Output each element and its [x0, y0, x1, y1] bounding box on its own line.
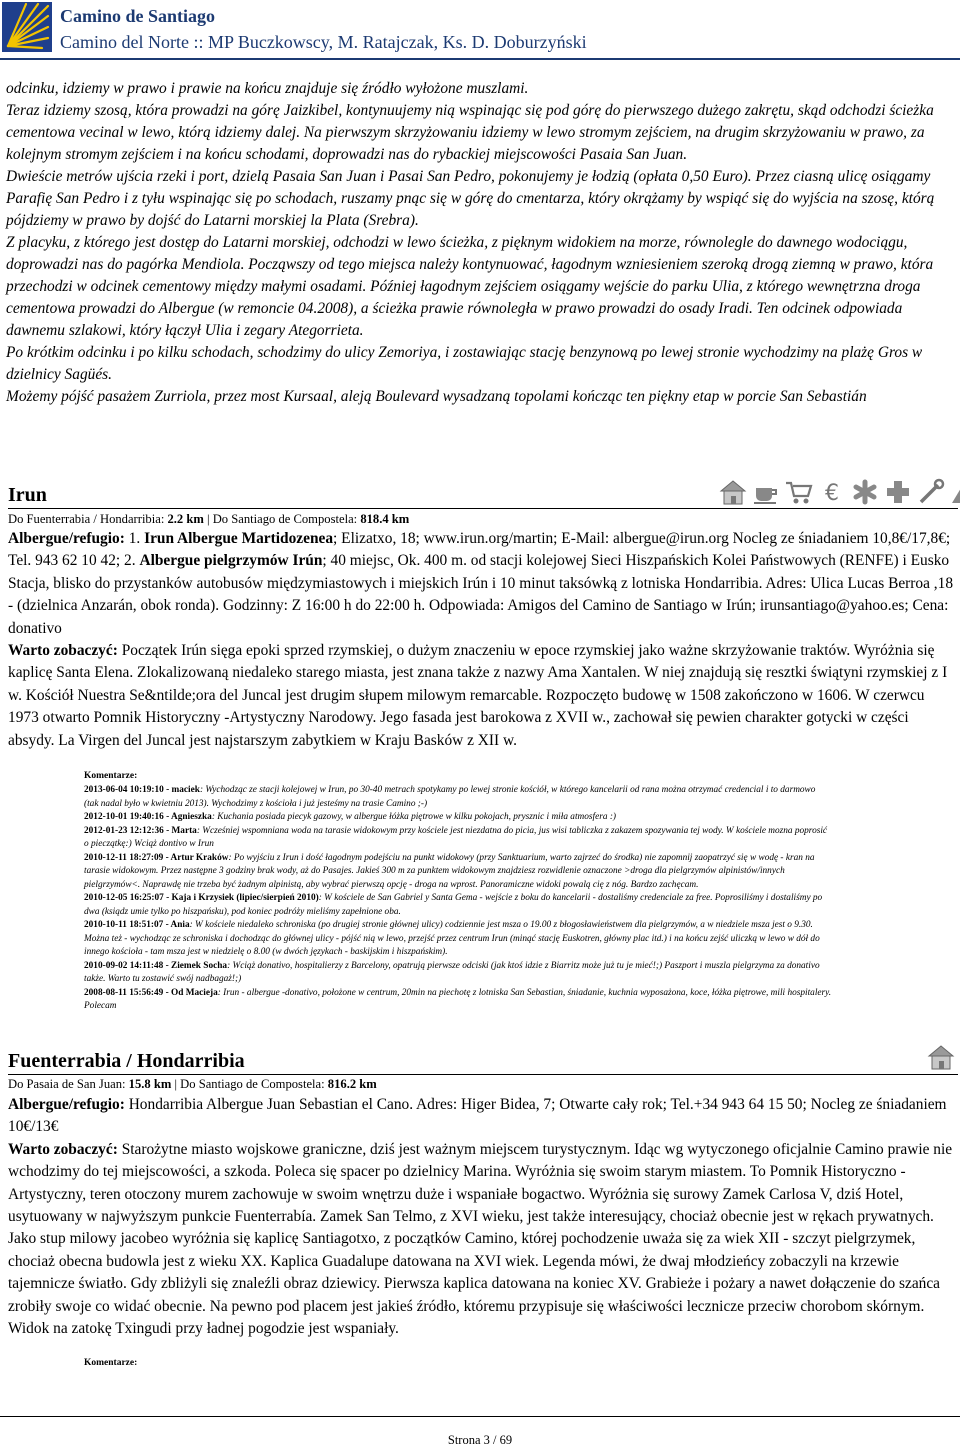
sights-paragraph: [8, 640, 956, 752]
services-icons-irun: [718, 478, 960, 506]
distance-value: 816.2 km: [327, 1077, 377, 1091]
cup-icon: [751, 478, 781, 506]
comment-meta: 2010-10-11 18:51:07 - Ania: [84, 920, 190, 930]
text: 1.: [124, 530, 145, 547]
svg-text:€: €: [825, 481, 839, 506]
distance-value: 818.4 km: [360, 512, 410, 526]
services-icons-hondarribia: [926, 1043, 956, 1071]
paragraph: Po krótkim odcinku i po kilku schodach, schodzimy do ulicy Zemoriya, i zostawiając stację benzynową po lewej stronie wychodzimy na plażę Gros w dzielnicy Sagüés.: [6, 344, 923, 383]
comment-text: : Kuchania posiada piecyk gazowy, w albergue łóżka piętrowe w kilku pokojach, prysznic i miła atmosfera :): [211, 812, 617, 822]
text: Hondarribia Albergue Juan Sebastian el Cano. Adres: Higer Bidea, 7; Otwarte cały rok; Tel.+34 943 64 15 50; Nocleg ze śniadaniem 10€/13€: [8, 1096, 947, 1136]
footer-divider: [0, 1416, 960, 1417]
comment-meta: 2010-09-02 14:11:48 - Ziemek Socha: [84, 960, 228, 971]
section-divider: [8, 508, 958, 509]
comment-meta: 2010-12-05 16:25:07 - Kaja i Krzysiek (lipiec/sierpień 2010): [84, 893, 319, 903]
camp-icon: [949, 478, 960, 506]
paragraph: Teraz idziemy szosą, która prowadzi na górę Jaizkibel, kontynuujemy nią wspinając się pod górę do pierwszego dużego zakrętu, skąd odchodzi ścieżka cementowa vecinal w lewo, którą idziemy dalej. Na pierwszym skrzyżowaniu idziemy w lewo stromym zejściem, na drugim skrzyżowaniu w prawo, za kolejnym stromym zejściem i na końcu schodami, doprowadzi nas do rybackiej miejscowości Pasaia San Juan.: [6, 102, 934, 163]
cart-icon: [784, 478, 814, 506]
header-divider: [0, 58, 960, 60]
comment-text: : Wciąż donativo, hospitalierzy z Barcelony, opatrują pierwsze odciski (jak ktoś idzie z Biarritz może już tu je mieć!;) Paszport i muszla pielgrzyma za donativo także. Warto tu zostawić swój nadbagaż!;): [84, 960, 820, 984]
distance-info-hondarribia: [8, 1077, 377, 1092]
distance-value: 15.8 km: [128, 1077, 172, 1091]
albergue-name: Albergue pielgrzymów Irún: [139, 552, 323, 570]
house-icon: [926, 1043, 956, 1071]
page-number: Strona 3 / 69: [447, 1433, 513, 1447]
comment-item: [84, 825, 832, 852]
comment-meta: 2010-12-11 18:27:09 - Artur Kraków: [84, 852, 229, 863]
albergue-name: Irun Albergue Martidozenea: [144, 530, 334, 547]
camino-shell-logo: [2, 2, 52, 52]
comments-label: Komentarze:: [84, 771, 138, 781]
distance-label: | Do Santiago de Compostela:: [171, 1077, 328, 1091]
comment-text: : Po wyjściu z Irun i dość łagodnym podejściu na punkt widokowy (przy Sanktuarium, warto zajrzeć do środka) nie zapomnij zaopatrzyć się w wodę - kran na tarasie widokowym. Przez następne 3 godziny brak wody, aż do Pasajes. Jakieś 300 m za punktem widokowym znajdziesz rozwidlenie oznaczone >droga dla pielgrzymów alpinistów/innych pielgrzymów<. Naprawdę nie trzeba być żadnym alpinistą, aby wybrać pierwszą opcję - droga na wprost. Panoramiczne widoki powalą cię z nóg. Bardzo zachęcam.: [84, 852, 815, 890]
comment-text: : W kościele niedaleko schroniska (po drugiej stronie głównej ulicy) codziennie jest msza o 19.00 z błogosławieństwem dla pielgrzymów, a w niedziele msza jest o 9.30. Można też - wychodząc ze schroniska i dochodząc do głównej ulicy - pójść nią w lewo, przejść przez centrum Irun (minąć stację Euskotren, główny plac itd.) i na końcu zejść uliczką w lewo w dół do innego kościoła - tam msza jest w niedzielę o 8.00 (w dwóch językach - baskijskim i hiszpańskim).: [84, 920, 820, 957]
comment-item: [84, 852, 832, 893]
comments-label: Komentarze:: [84, 1358, 138, 1368]
comment-item: [84, 892, 832, 919]
comment-meta: 2012-01-23 12:12:36 - Marta: [84, 825, 197, 836]
page-header: [0, 0, 960, 58]
route-description: [6, 78, 954, 408]
paragraph: Dwieście metrów ujścia rzeki i port, dzielą Pasaia San Juan i Pasai San Pedro, pokonujemy je łodzią (opłata 0,50 Euro). Przez ciasną ulicę osiągamy Parafię San Pedro i z tyłu wspinając się po schodach, ruszamy pnąc się w górę do cmentarza, który okrążamy by wspiąć się do wyjścia na szosę, którą pójdziemy w prawo by dojść do Latarni morskiej la Plata (Srebra).: [6, 168, 935, 229]
sights-label: Warto zobaczyć:: [8, 1140, 118, 1158]
section-title-hondarribia: Fuenterrabia / Hondarribia: [8, 1050, 245, 1072]
site-title: Camino de Santiago: [60, 6, 216, 26]
comment-text: : W kościele de San Gabriel y Santa Gema - wejście z boku do kancelarii - dostaliśmy credenciale za free. Poprosiliśmy i dostaliśmy po dwa (ksiądz umie tylko po hiszpańsku), pod koniec podróży mieliśmy zapełnione oba.: [84, 893, 823, 917]
distance-label: | Do Santiago de Compostela:: [203, 512, 361, 526]
tools-icon: [916, 478, 946, 506]
comment-meta: 2008-08-11 15:56:49 - Od Macieja: [84, 987, 218, 998]
comment-item: [84, 811, 832, 825]
paragraph: odcinku, idziemy w prawo i prawie na końcu znajduje się źródło wyłożone muszlami.: [6, 80, 529, 97]
distance-label: Do Fuenterrabia / Hondarribia:: [8, 512, 168, 526]
paragraph: Z placyku, z którego jest dostęp do Latarni morskiej, odchodzi w lewo ścieżka, z pięknym widokiem na morze, równolegle do dawnego wodociągu, doprowadzi nas do pagórka Mendiola. Począwszy od tego miejsca należy kontynuować, łagodnym wzniesieniem szeroką drogą ziemną w prawo, która przechodzi w odcinek cementowy między małymi osadami. Później łagodnym zejściem osiągamy wejście do parku Ulia, z którego wewnętrzna droga cementowa prowadzi do Albergue (w remoncie 04.2008), a ścieżka prawie równoległa w prawo prowadzi do osady Iradi. Ten odcinek odpowiada dawnemu szlakowi, który łączył Ulia i zegary Ategorrieta.: [6, 234, 934, 339]
section-body-hondarribia: [8, 1094, 956, 1340]
refugio-label: Albergue/refugio:: [8, 530, 125, 547]
sights-label: Warto zobaczyć:: [8, 642, 118, 660]
text: Starożytne miasto wojskowe graniczne, dziś jest ważnym miejscem turystycznym. Idąc wg wytyczonego oficjalnie Camino prawie nie wchodzimy do tej miejscowości, a szkoda. Poleca się spacer po dzielnicy Marina. Wyróżnia się swoim starym miastem. To Pomnik Historyczno -Artystyczny, teren otoczony murem zachowuje w swoim wnętrzu duże i wspaniałe bogactwo. Wyróżnia się surowy Zamek Carlosa V, dziś Hotel, usytuowany w najwyższym punkcie Fuenterrabía. Zamek San Telmo, z XVI wieku, jest także interesujący, chociaż obecnie jest w rękach prywatnych. Jako stup milowy jacobeo wyróżnia się kaplicę Santiagotxo, z początków Camino, której pochodzenie uważa się za wiek XII - szczyt pielgrzymek, chociaż obecna budowla jest z wieku XX. Kaplica Guadalupe datowana na XVI wiek. Legenda mówi, że dwaj młodzieńcy zobaczyli na krzewie tajemnicze światło. Gdy zbliżyli się znaleźli obraz dziewicy. Pierwsza kaplica datowana na koniec XV. Grabieże i pożary a nawet dołączenie do szańca zrobiły swoje co widać obecnie. Na pewno pod placem jest jakieś źródło, któremu przypisuje się właściwości lecznicze przeciw chorobom skórnym. Widok na zatokę Txingudi przy ładnej pogodzie jest wspaniały.: [8, 1140, 953, 1338]
text: ; Elizatxo, 18; www.irun.org/martin; E-Mail: albergue@irun.org Nocleg ze śniadaniem 10,8€/17,8€; Tel. 943 62 10 42; 2.: [8, 530, 951, 570]
refugio-paragraph: [8, 528, 956, 640]
refugio-paragraph: [8, 1094, 956, 1139]
comment-text: : Wcześniej wspomniana woda na tarasie widokowym przy kościele jest niezdatna do picia, jus wisi tabliczka z zakazem spozywania tej wody. W kościele mozna poprosić o pieczątkę:) Wciąż dontivo w Irun: [84, 825, 828, 849]
sights-paragraph: [8, 1139, 956, 1341]
comment-text: : Wychodząc ze stacji kolejowej w Irun, po 30-40 metrach spotykamy po lewej stronie kościół, w którego kancelarii od rana można otrzymać credencial i to darmowo (tak nadal było w kwietniu 2013). Wychodzimy z kościoła i już jesteśmy na trasie Camino ;-): [84, 785, 816, 809]
medical-icon: [850, 478, 880, 506]
comment-text: : Irun - albergue -donativo, położone w centrum, 20min na piechotę z lotniska San Sebastian, śniadanie, kuchnia wyposażona, koce, łóżka piętrowe, mili hospitalery. Polecam: [84, 987, 832, 1011]
comment-item: [84, 784, 832, 811]
section-body-irun: [8, 528, 956, 752]
distance-value: 2.2 km: [167, 512, 204, 526]
comment-item: [84, 987, 832, 1014]
comment-item: [84, 919, 832, 960]
section-divider: [8, 1074, 958, 1075]
comment-meta: 2012-10-01 19:40:16 - Agnieszka: [84, 812, 212, 822]
pharmacy-cross-icon: [883, 478, 913, 506]
site-subtitle: Camino del Norte :: MP Buczkowscy, M. Ratajczak, Ks. D. Doburzyński: [60, 32, 587, 52]
refugio-label: Albergue/refugio:: [8, 1096, 125, 1113]
distance-info-irun: [8, 512, 409, 527]
comments-list: [84, 784, 832, 1014]
comment-meta: 2013-06-04 10:19:10 - maciek: [84, 785, 200, 795]
comment-item: [84, 960, 832, 987]
text: Początek Irún sięga epoki sprzed rzymskiej, o dużym znaczeniu w epoce rzymskiej jako ważne skrzyżowanie traktów. Wyróżnia się kaplicę Santa Elena. Zlokalizowaną niedaleko starego miasta, jest znana także z nazwy Ama Xantalen. W niej znajdują się resztki świątyni rzymskiej z I w. Kościół Nuestra Se&ntilde;ora del Juncal jest drugim słupem milowym remarcable. Rozpoczęto budowę w 1508 zakończono w 1606. W czerwcu 1973 otwarto Pomnik Historyczny -Artystyczny Narodowy. Jego fasada jest barokowa z XVII w., zachował się pewien charakter gotycki w części absydy. La Virgen del Juncal jest najstarszym zabytkiem w Kraju Basków z XII w.: [8, 642, 948, 749]
distance-label: Do Pasaia de San Juan:: [8, 1077, 129, 1091]
paragraph: Możemy pójść pasażem Zurriola, przez most Kursaal, aleją Boulevard wysadzaną topolami kończąc ten piękny etap w porcie San Sebastián: [6, 388, 867, 405]
section-title-irun: Irun: [8, 484, 47, 506]
euro-icon: [817, 478, 847, 506]
text: ; 40 miejsc, Ok. 400 m. od stacji kolejowej Sieci Hiszpańskich Kolei Państwowych (RENFE) i Eusko Stacja, blisko do przystanków autobusów międzymiastowych i miejskich Irún i 10 minut taksówką z lotniska Hondarribia. Adres: Ulica Lucas Berroa ,18 - (dzielnica Anzarán, obok ronda). Godzinny: Z 16:00 h do 22:00 h. Odpowiada: Amigos del Camino de Santiago w Irún; irunsantiago@yahoo.es; Cena: donativo: [8, 552, 954, 637]
house-icon: [718, 478, 748, 506]
